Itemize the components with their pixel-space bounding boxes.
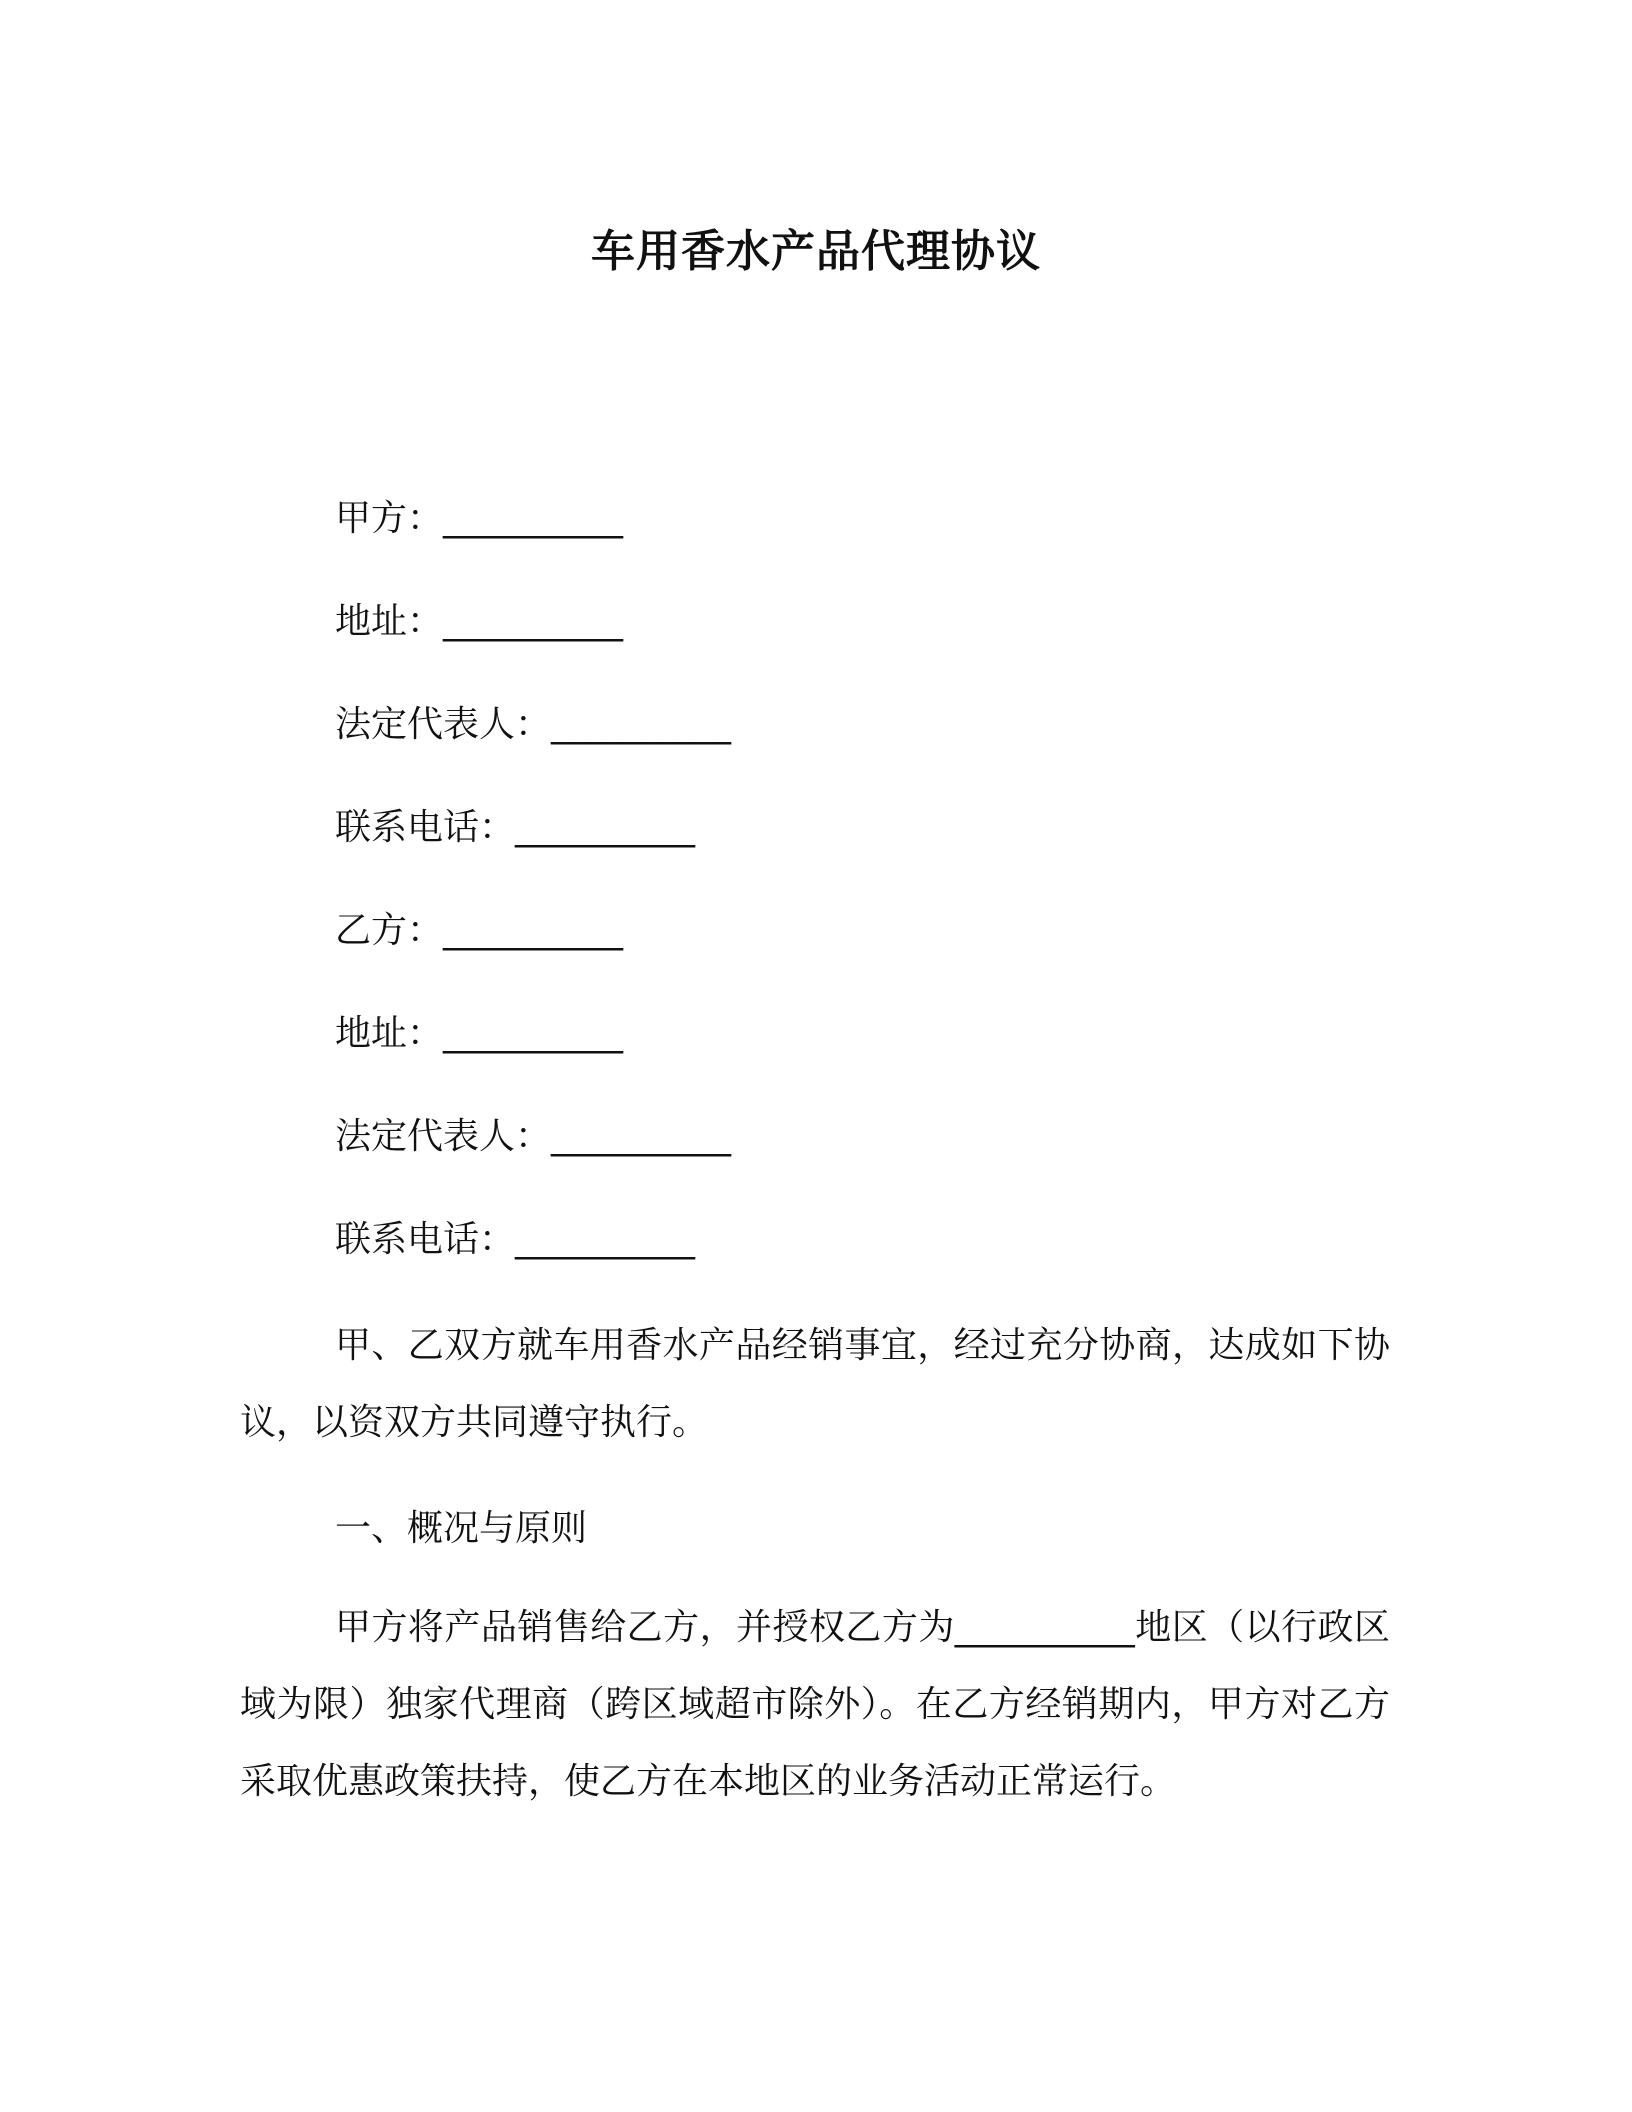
party-a-address-field: 地址：__________ [335, 601, 624, 642]
party-a-representative-field: 法定代表人：__________ [335, 704, 732, 745]
party-b-field: 乙方：__________ [335, 910, 624, 951]
party-a-phone-field: 联系电话：__________ [335, 807, 696, 848]
party-a-field: 甲方：__________ [335, 498, 624, 539]
section-1-paragraph: 甲方将产品销售给乙方，并授权乙方为__________地区（以行政区域为限）独家代理商（跨区域超市除外）。在乙方经销期内，甲方对乙方采取优惠政策扶持，使乙方在本地区的业务活动正常运行。 [240, 1607, 1390, 1802]
party-b-phone-field: 联系电话：__________ [335, 1219, 696, 1260]
section-1-heading: 一、概况与原则 [335, 1508, 588, 1549]
party-b-address-field: 地址：__________ [335, 1013, 624, 1054]
document-title: 车用香水产品代理协议 [591, 226, 1041, 277]
intro-paragraph: 甲、乙双方就车用香水产品经销事宜，经过充分协商，达成如下协议，以资双方共同遵守执行。 [240, 1325, 1390, 1443]
party-b-representative-field: 法定代表人：__________ [335, 1116, 732, 1157]
